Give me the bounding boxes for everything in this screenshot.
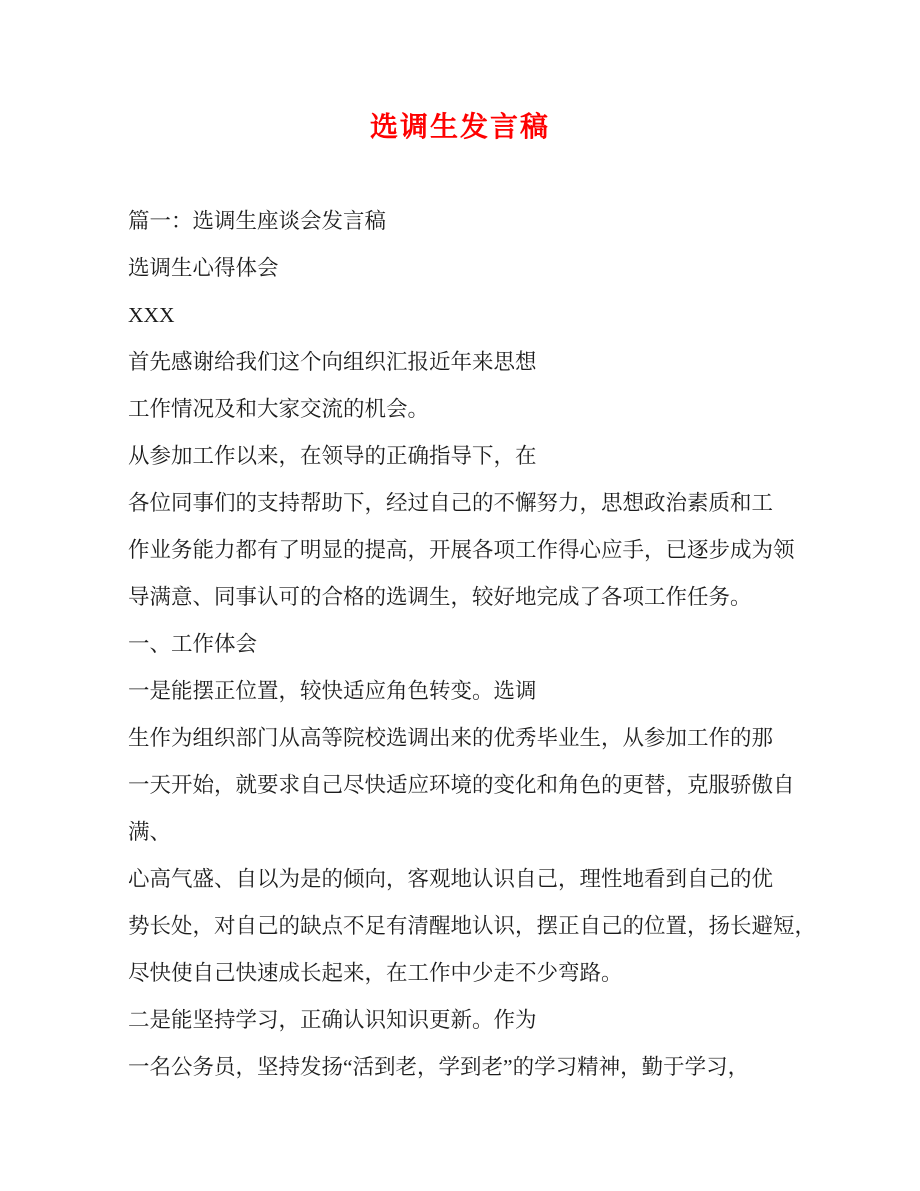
text-line: 生作为组织部门从高等院校选调出来的优秀毕业生，从参加工作的那 [128,726,774,750]
text-line: 首先感谢给我们这个向组织汇报近年来思想 [128,350,537,374]
text-line: 一名公务员，坚持发扬“活到老，学到老”的学习精神，勤于学习， [128,1055,750,1079]
document-body [0,198,920,1091]
text-line: 工作情况及和大家交流的机会。 [128,397,430,421]
text-line: 二是能坚持学习，正确认识知识更新。作为 [128,1008,537,1032]
text-line: XXX [128,303,175,327]
document-title: 选调生发言稿 [369,112,550,143]
text-line: 一、工作体会 [128,632,258,656]
text-line: 从参加工作以来，在领导的正确指导下，在 [128,444,537,468]
text-line: 势长处，对自己的缺点不足有清醒地认识，摆正自己的位置，扬长避短， [128,914,817,938]
text-line: 选调生心得体会 [128,256,279,280]
text-line: 尽快使自己快速成长起来，在工作中少走不少弯路。 [128,961,623,985]
text-line: 作业务能力都有了明显的提高，开展各项工作得心应手，已逐步成为领 [128,538,795,562]
text-line: 心高气盛、自以为是的倾向，客观地认识自己，理性地看到自己的优 [128,867,774,891]
text-line: 满、 [128,820,172,844]
text-line: 导满意、同事认可的合格的选调生，较好地完成了各项工作任务。 [128,585,752,609]
text-line: 篇一：选调生座谈会发言稿 [128,209,387,233]
text-line: 一天开始，就要求自己尽快适应环境的变化和角色的更替，克服骄傲自 [128,773,795,797]
text-line: 各位同事们的支持帮助下，经过自己的不懈努力，思想政治素质和工 [128,491,774,515]
text-line: 一是能摆正位置，较快适应角色转变。选调 [128,679,537,703]
